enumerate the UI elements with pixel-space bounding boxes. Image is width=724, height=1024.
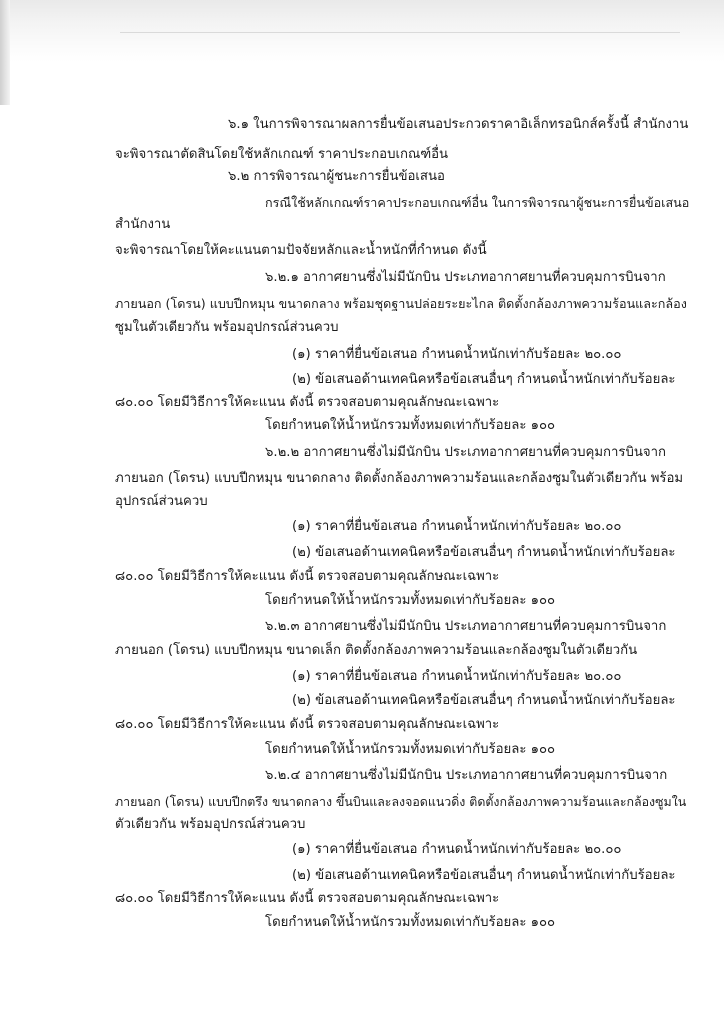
total-weight: โดยกำหนดให้น้ำหนักรวมทั้งหมดเท่ากับร้อยละ ๑๐๐ bbox=[265, 418, 556, 433]
total-weight: โดยกำหนดให้น้ำหนักรวมทั้งหมดเท่ากับร้อยละ ๑๐๐ bbox=[265, 915, 556, 930]
criterion-technical: (๒) ข้อเสนอด้านเทคนิคหรือข้อเสนอื่นๆ กำหนดน้ำหนักเท่ากับร้อยละ bbox=[292, 545, 676, 560]
criterion-price: (๑) ราคาที่ยื่นข้อเสนอ กำหนดน้ำหนักเท่ากับร้อยละ ๒๐.๐๐ bbox=[292, 842, 622, 857]
criterion-technical: (๒) ข้อเสนอด้านเทคนิคหรือข้อเสนอื่นๆ กำหนดน้ำหนักเท่ากับร้อยละ bbox=[292, 372, 676, 387]
clause-6-2-text: สำนักงาน bbox=[115, 217, 171, 232]
scan-streak bbox=[120, 32, 680, 33]
scan-shadow-top bbox=[0, 0, 724, 62]
criterion-technical-cont: ๘๐.๐๐ โดยมีวิธีการให้คะแนน ดังนี้ ตรวจสอบตามคุณลักษณะเฉพาะ bbox=[115, 395, 500, 410]
criterion-price: (๑) ราคาที่ยื่นข้อเสนอ กำหนดน้ำหนักเท่ากับร้อยละ ๒๐.๐๐ bbox=[292, 519, 622, 534]
clause-6-1-heading: ๖.๑ ในการพิจารณาผลการยื่นข้อเสนอประกวดราคาอิเล็กทรอนิกส์ครั้งนี้ สำนักงาน bbox=[228, 117, 689, 132]
criterion-technical-cont: ๘๐.๐๐ โดยมีวิธีการให้คะแนน ดังนี้ ตรวจสอบตามคุณลักษณะเฉพาะ bbox=[115, 717, 500, 732]
item-6-2-1-heading: ๖.๒.๑ อากาศยานซึ่งไม่มีนักบิน ประเภทอากาศยานที่ควบคุมการบินจาก bbox=[265, 270, 666, 285]
total-weight: โดยกำหนดให้น้ำหนักรวมทั้งหมดเท่ากับร้อยละ ๑๐๐ bbox=[265, 593, 556, 608]
item-6-2-2-text: อุปกรณ์ส่วนควบ bbox=[115, 494, 208, 509]
criterion-technical: (๒) ข้อเสนอด้านเทคนิคหรือข้อเสนอื่นๆ กำหนดน้ำหนักเท่ากับร้อยละ bbox=[292, 868, 676, 883]
item-6-2-2-text: ภายนอก (โดรน) แบบปีกหมุน ขนาดกลาง ติดตั้งกล้องภาพความร้อนและกล้องซูมในตัวเดียวกัน พร้อม bbox=[115, 471, 684, 486]
criterion-technical-cont: ๘๐.๐๐ โดยมีวิธีการให้คะแนน ดังนี้ ตรวจสอบตามคุณลักษณะเฉพาะ bbox=[115, 891, 500, 906]
item-6-2-3-heading: ๖.๒.๓ อากาศยานซึ่งไม่มีนักบิน ประเภทอากาศยานที่ควบคุมการบินจาก bbox=[265, 619, 667, 634]
total-weight: โดยกำหนดให้น้ำหนักรวมทั้งหมดเท่ากับร้อยละ ๑๐๐ bbox=[265, 742, 556, 757]
criterion-price: (๑) ราคาที่ยื่นข้อเสนอ กำหนดน้ำหนักเท่ากับร้อยละ ๒๐.๐๐ bbox=[292, 669, 622, 684]
item-6-2-1-text: ภายนอก (โดรน) แบบปีกหมุน ขนาดกลาง พร้อมชุดฐานปล่อยระยะไกล ติดตั้งกล้องภาพความร้อนและกล้อง bbox=[115, 296, 687, 311]
criterion-technical-cont: ๘๐.๐๐ โดยมีวิธีการให้คะแนน ดังนี้ ตรวจสอบตามคุณลักษณะเฉพาะ bbox=[115, 569, 500, 584]
clause-6-2-text: จะพิจารณาโดยให้คะแนนตามปัจจัยหลักและน้ำหนักที่กำหนด ดังนี้ bbox=[115, 243, 487, 258]
item-6-2-3-text: ภายนอก (โดรน) แบบปีกหมุน ขนาดเล็ก ติดตั้งกล้องภาพความร้อนและกล้องซูมในตัวเดียวกัน bbox=[115, 643, 638, 658]
item-6-2-4-heading: ๖.๒.๔ อากาศยานซึ่งไม่มีนักบิน ประเภทอากาศยานที่ควบคุมการบินจาก bbox=[265, 768, 668, 783]
clause-6-2-heading: ๖.๒ การพิจารณาผู้ชนะการยื่นข้อเสนอ bbox=[228, 169, 445, 184]
item-6-2-4-text: ตัวเดียวกัน พร้อมอุปกรณ์ส่วนควบ bbox=[115, 817, 306, 832]
scan-shadow-left bbox=[0, 0, 10, 105]
item-6-2-1-text: ซูมในตัวเดียวกัน พร้อมอุปกรณ์ส่วนควบ bbox=[115, 320, 339, 335]
criterion-price: (๑) ราคาที่ยื่นข้อเสนอ กำหนดน้ำหนักเท่ากับร้อยละ ๒๐.๐๐ bbox=[292, 347, 622, 362]
clause-6-1-text: จะพิจารณาตัดสินโดยใช้หลักเกณฑ์ ราคาประกอบเกณฑ์อื่น bbox=[115, 147, 449, 162]
item-6-2-4-text: ภายนอก (โดรน) แบบปีกตรึง ขนาดกลาง ขึ้นบินและลงจอดแนวดิ่ง ติดตั้งกล้องภาพความร้อนและกล้องซูมใน bbox=[115, 794, 687, 809]
item-6-2-2-heading: ๖.๒.๒ อากาศยานซึ่งไม่มีนักบิน ประเภทอากาศยานที่ควบคุมการบินจาก bbox=[265, 445, 666, 460]
clause-6-2-text: กรณีใช้หลักเกณฑ์ราคาประกอบเกณฑ์อื่น ในการพิจารณาผู้ชนะการยื่นข้อเสนอ bbox=[265, 195, 690, 210]
criterion-technical: (๒) ข้อเสนอด้านเทคนิคหรือข้อเสนอื่นๆ กำหนดน้ำหนักเท่ากับร้อยละ bbox=[292, 693, 676, 708]
